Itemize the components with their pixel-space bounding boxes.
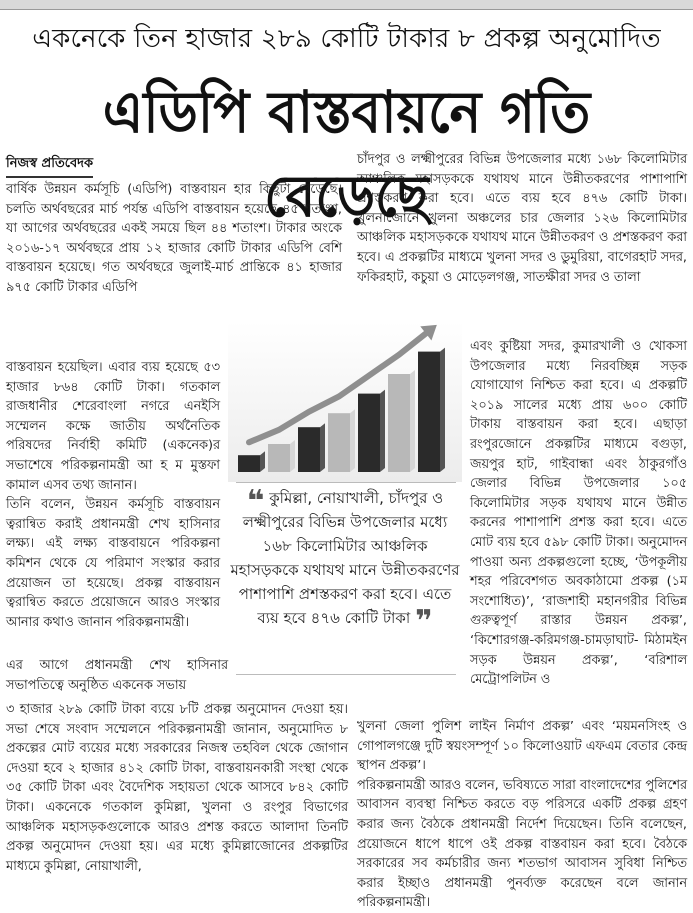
paragraph: এর আগে প্রধানমন্ত্রী শেখ হাসিনার সভাপতিত্বে অনুষ্ঠিত একনেক সভায় <box>6 658 228 693</box>
paragraph: এবং কুষ্টিয়া সদর, কুমারখালী ও খোকসা উপজেলার মধ্যে নিরবচ্ছিন্ন সড়ক যোগাযোগ নিশ্চিত করা হবে। এ প্রকল্পটি ২০১৯ সালের মধ্যে প্রায় ৬০০ কোটি টাকায় বাস্তবায়ন করা হবে। এছাড়া রংপুরজোনে প্রকল্পটির মাধ্যমে বগুড়া, জয়পুর হাট, গাইবান্ধা এবং ঠাকুরগাঁও জেলার বিভিন্ন উপজেলার ১০৫ কিলোমিটার সড়ক যথাযথ মানে উন্নীত করনের পাশাপাশি প্রশস্ত করা হবে। এতে মোট ব্যয় হবে ৫৯৮ কোটি টাকা। অনুমোদন পাওয়া অন্য প্রকল্পগুলো হচ্ছে, ‘উপকূলীয় শহর পরিবেশগত অবকাঠামো প্রকল্প (১ম সংশোধিত)’, ‘রাজশাহী মহানগরীর বিভিন্ন গুরুত্বপূর্ণ রাস্তার উন্নয়ন প্রকল্প’, ‘কিশোরগঞ্জ-করিমগঞ্জ-চামড়াঘাট- মিঠামইন সড়ক উন্নয়ন প্রকল্প’, ‘বরিশাল মেট্রোপলিটন ও <box>470 339 687 688</box>
photo-bar-side <box>290 440 295 472</box>
quote-close-icon: ❞ <box>415 604 433 639</box>
pull-quote <box>228 486 462 670</box>
paragraph: ৩ হাজার ২৮৯ কোটি টাকা ব্যয়ে ৮টি প্রকল্প অনুমোদন দেওয়া হয়। সভা শেষে সংবাদ সম্মেলনে পরিকল্পনামন্ত্রী জানান, অনুমোদিত ৮ প্রকল্পের মোট ব্যয়ের মধ্যে সরকারের নিজস্ব তহবিল থেকে জোগান দেওয়া হবে ২ হাজার ৪১২ কোটি টাকা, বাস্তবায়নকারী সংস্থা থেকে ৩৫ কোটি টাকা এবং বৈদেশিক সহায়তা থেকে আসবে ৮৪২ কোটি টাকা। একনেকে গতকাল কুমিল্লা, খুলনা ও রংপুর বিভাগের আঞ্চলিক মহাসড়কগুলোকে আরও প্রশস্ত করতে আলাদা তিনটি প্রকল্প অনুমোদন দেওয়া হয়। এর মধ্যে কুমিল্লাজোনের প্রকল্পটির মাধ্যমে কুমিল্লা, নোয়াখালী, <box>6 702 348 874</box>
paragraph: চাঁদপুর ও লক্ষ্মীপুরের বিভিন্ন উপজেলার মধ্যে ১৬৮ কিলোমিটার আঞ্চলিক মহাসড়ককে যথাযথ মানে উন্নীতকরণের পাশাপাশি প্রশস্তকরণ করা হবে। এতে ব্যয় হবে ৪৭৬ কোটি টাকা। খুলনাজোনে খুলনা অঞ্চলের চার জেলার ১২৬ কিলোমিটার আঞ্চলিক মহাসড়ককে যথাযথ মানে উন্নীতকরণ ও প্রশস্তকরণ করা হবে। এ প্রকল্পটির মাধ্যমে খুলনা সদর ও ডুমুরিয়া, বাগেরহাট সদর, ফকিরহাট, কচুয়া ও মোড়েলগঞ্জ, সাতক্ষীরা সদর ও তালা <box>357 152 687 285</box>
photo-bar <box>238 455 260 472</box>
column-left-narrow <box>6 358 220 632</box>
photo-bar <box>358 394 380 472</box>
photo-bar-side <box>380 390 385 472</box>
photo-bar-side <box>410 370 415 472</box>
paragraph: খুলনা জেলা পুলিশ লাইন নির্মাণ প্রকল্প’ এবং ‘ময়মনসিংহ ও গোপালগঞ্জে দুটি স্বয়ংসম্পূর্ণ ১০ কিলোওয়াট এফএম বেতার কেন্দ্র স্থাপন প্রকল্প’। <box>357 719 687 774</box>
column-right-top <box>357 150 687 287</box>
pull-quote-text: কুমিল্লা, নোয়াখালী, চাঁদপুর ও লক্ষ্মীপুরের বিভিন্ন উপজেলার মধ্যে ১৬৮ কিলোমিটার আঞ্চলিক মহাসড়ককে যথাযথ মানে উন্নীতকরণের পাশাপাশি প্রশস্তকরণ করা হবে। এতে ব্যয় হবে ৪৭৬ কোটি টাকা <box>230 489 460 627</box>
byline: নিজস্ব প্রতিবেদক <box>6 154 93 178</box>
column-left-top <box>6 180 342 298</box>
photo-bar <box>268 444 290 472</box>
paragraph: তিনি বলেন, উন্নয়ন কর্মসূচি বাস্তবায়ন ত্বরান্বিত করাই প্রধানমন্ত্রী শেখ হাসিনার লক্ষ্য। এই লক্ষ্য বাস্তবায়নে পরিকল্পনা কমিশন থেকে যে পরিমাণ সংস্কার করার প্রয়োজন তা হয়েছে। প্রকল্প বাস্তবায়ন ত্বরান্বিত করতে প্রয়োজনে আরও সংস্কার আনার কথাও জানান পরিকল্পনামন্ত্রী। <box>6 497 220 630</box>
quote-rule-bottom <box>236 674 456 675</box>
growth-bar-chart-icon <box>228 322 462 482</box>
headline: এডিপি বাস্তবায়নে গতি বেড়েছে <box>102 78 591 230</box>
paragraph: বাস্তবায়ন হয়েছিল। এবার ব্যয় হয়েছে ৫৩ হাজার ৮৬৪ কোটি টাকা। গতকাল রাজধানীর শেরেবাংলা নগরে এনইসি সম্মেলন কক্ষে জাতীয় অর্থনৈতিক পরিষদের নির্বাহী কমিটি (একনেক)র সভাশেষে পরিকল্পনামন্ত্রী আ হ ম মুস্তফা কামাল এসব তথ্য জানান। <box>6 360 220 493</box>
photo-bar-side <box>320 423 325 472</box>
quote-rule-top <box>236 482 456 483</box>
column-right-mid <box>470 337 687 690</box>
photo-bar <box>328 413 350 472</box>
column-right-bottom <box>357 717 687 913</box>
top-rule <box>0 0 693 10</box>
kicker: একনেকে তিন হাজার ২৮৯ কোটি টাকার ৮ প্রকল্প অনুমোদিত <box>32 24 661 54</box>
paragraph: বার্ষিক উন্নয়ন কর্মসূচি (এডিপি) বাস্তবায়ন হার কিছুটা বেড়েছে। চলতি অর্থবছরের মার্চ পর্যন্ত এডিপি বাস্তবায়ন হয়েছে ৪৫ শতাংশ, যা আগের অর্থবছরের একই সময়ে ছিল ৪৪ শতাংশ। টাকার অংকে ২০১৬-১৭ অর্থবছরে প্রায় ১২ হাজার কোটি টাকার এডিপি বেশি বাস্তবায়ন হয়েছে। গত অর্থবছরে জুলাই-মার্চ প্রান্তিকে ৪১ হাজার ৯৭৫ কোটি টাকার এডিপি <box>6 182 342 295</box>
photo-bar <box>298 427 320 472</box>
quote-open-icon: ❝ <box>246 484 265 519</box>
column-left-after <box>6 656 228 695</box>
paragraph: পরিকল্পনামন্ত্রী আরও বলেন, ভবিষ্যতে সারা বাংলাদেশের পুলিশের আবাসন ব্যবস্থা নিশ্চিত করতে বড় পরিসরে একটি প্রকল্প গ্রহণ করার জন্য বৈঠকে প্রধানমন্ত্রী নির্দেশ দিয়েছেন। তিনি বলেছেন, প্রয়োজনে ধাপে ধাপে ওই প্রকল্প বাস্তবায়ন করা হবে। বৈঠকে সরকারের সব কর্মচারীর জন্য শতভাগ আবাসন সুবিধা নিশ্চিত করার ইচ্ছাও প্রধানমন্ত্রী পুনর্ব্যক্ত করেছেন বলে জানান পরিকল্পনামন্ত্রী। <box>357 777 687 911</box>
photo-illustration <box>228 322 462 482</box>
column-bottom-left <box>6 700 348 876</box>
photo-bar <box>418 352 440 472</box>
photo-bar <box>388 374 410 472</box>
photo-bar-side <box>350 409 355 472</box>
photo-bar-side <box>440 348 445 472</box>
